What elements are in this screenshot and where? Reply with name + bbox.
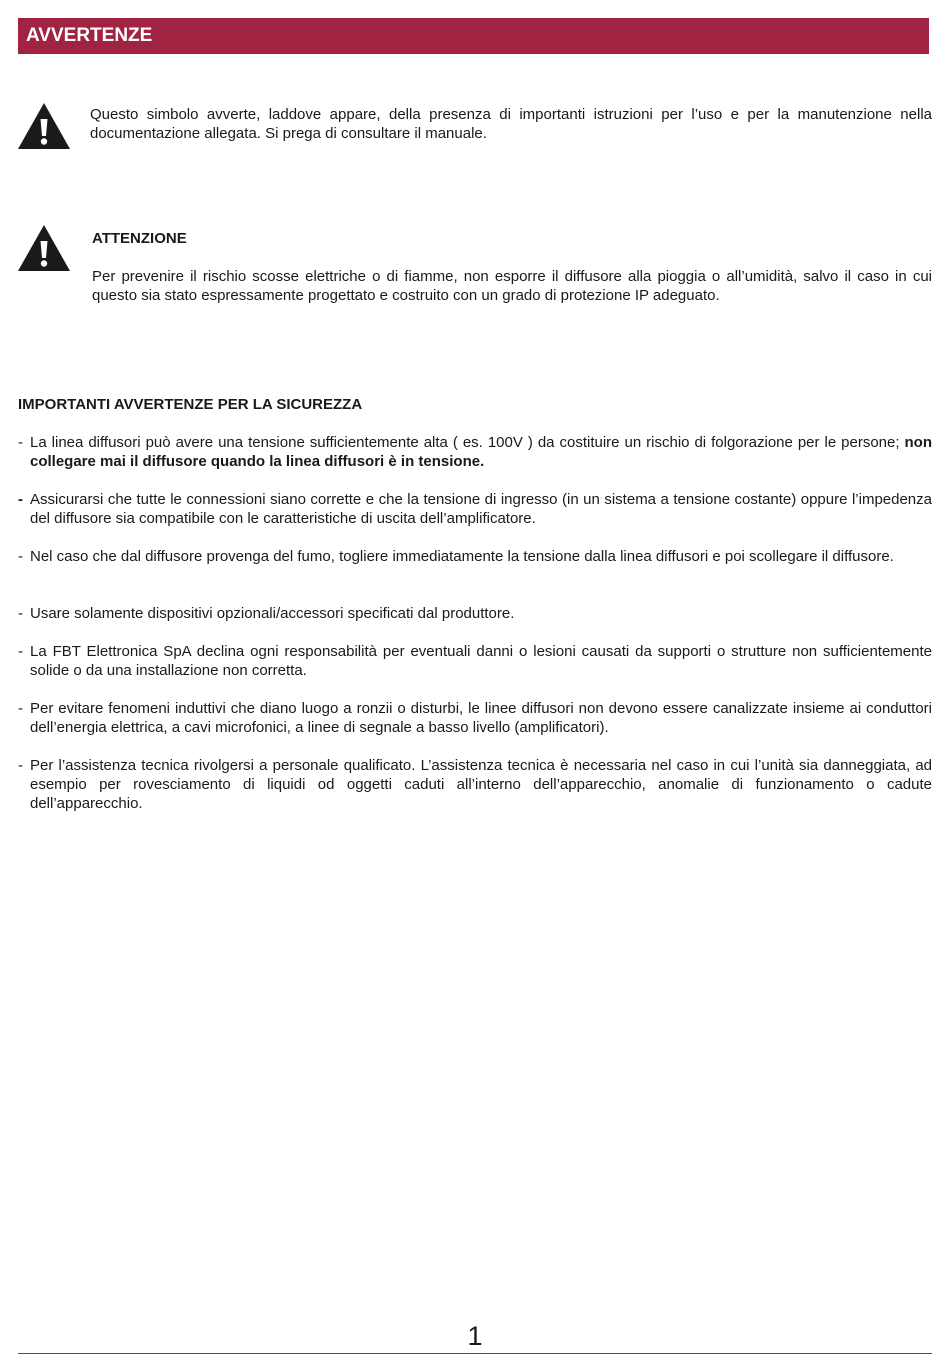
- list-dash: -: [18, 605, 23, 622]
- list-dash: -: [18, 757, 23, 774]
- safety-item: [18, 490, 932, 528]
- intro-paragraph: Questo simbolo avverte, laddove appare, della presenza di importanti istruzioni per l’uso e per la manutenzione nella documentazione allegata. Si prega di consultare il manuale.: [90, 106, 932, 142]
- warning-triangle-icon: [17, 102, 71, 150]
- safety-item-text: Nel caso che dal diffusore provenga del fumo, togliere immediatamente la tensione dalla linea diffusori e poi scollegare il diffusore.: [30, 548, 894, 565]
- list-dash: -: [18, 548, 23, 565]
- safety-title: IMPORTANTI AVVERTENZE PER LA SICUREZZA: [18, 396, 363, 413]
- safety-item-text: Per l’assistenza tecnica rivolgersi a personale qualificato. L’assistenza tecnica è necessaria nel caso in cui l’unità sia danneggiata, ad esempio per rovesciamento di liquidi od oggetti caduti all’interno dell’apparecchio, anomalie di funzionamento o cadute dell’apparecchio.: [30, 757, 932, 812]
- safety-item-text: Assicurarsi che tutte le connessioni siano corrette e che la tensione di ingresso (in un sistema a tensione costante) oppure l’impedenza del diffusore sia compatibile con le caratteristiche di uscita dell’amplificatore.: [30, 491, 932, 527]
- section-header: [18, 18, 929, 54]
- page-number: 1: [467, 1321, 483, 1351]
- warning-triangle-icon: [17, 224, 71, 272]
- safety-item-text: Usare solamente dispositivi opzionali/accessori specificati dal produttore.: [30, 605, 515, 622]
- list-dash: -: [18, 700, 23, 717]
- safety-item-text: La linea diffusori può avere una tensione sufficientemente alta ( es. 100V ) da costituire un rischio di folgorazione per le persone;: [30, 434, 905, 451]
- safety-item-text: La FBT Elettronica SpA declina ogni responsabilità per eventuali danni o lesioni causati da supporti o strutture non sufficientemente solide o da una installazione non corretta.: [30, 643, 932, 679]
- footer-divider: [18, 1353, 932, 1354]
- safety-item-text: Per evitare fenomeni induttivi che diano luogo a ronzii o disturbi, le linee diffusori non devono essere canalizzate insieme ai conduttori dell’energia elettrica, a cavi microfonici, a linee di segnale a basso livello (amplificatori).: [30, 700, 932, 736]
- safety-item: [18, 756, 932, 813]
- safety-item-emphasis: non collegare mai il diffusore quando la linea diffusori è in tensione.: [30, 434, 932, 470]
- attention-paragraph: Per prevenire il rischio scosse elettriche o di fiamme, non esporre il diffusore alla pioggia o all’umidità, salvo il caso in cui questo sia stato espressamente progettato e costruito con un grado di protezione IP adeguato.: [92, 268, 932, 304]
- safety-item: [18, 604, 932, 623]
- safety-item: [18, 699, 932, 737]
- safety-item: [18, 642, 932, 680]
- safety-item: [18, 547, 932, 566]
- list-dash: -: [18, 491, 23, 508]
- section-title: AVVERTENZE: [26, 25, 153, 46]
- safety-item: [18, 433, 932, 471]
- list-dash: -: [18, 434, 23, 451]
- list-dash: -: [18, 643, 23, 660]
- attention-title: ATTENZIONE: [92, 230, 187, 247]
